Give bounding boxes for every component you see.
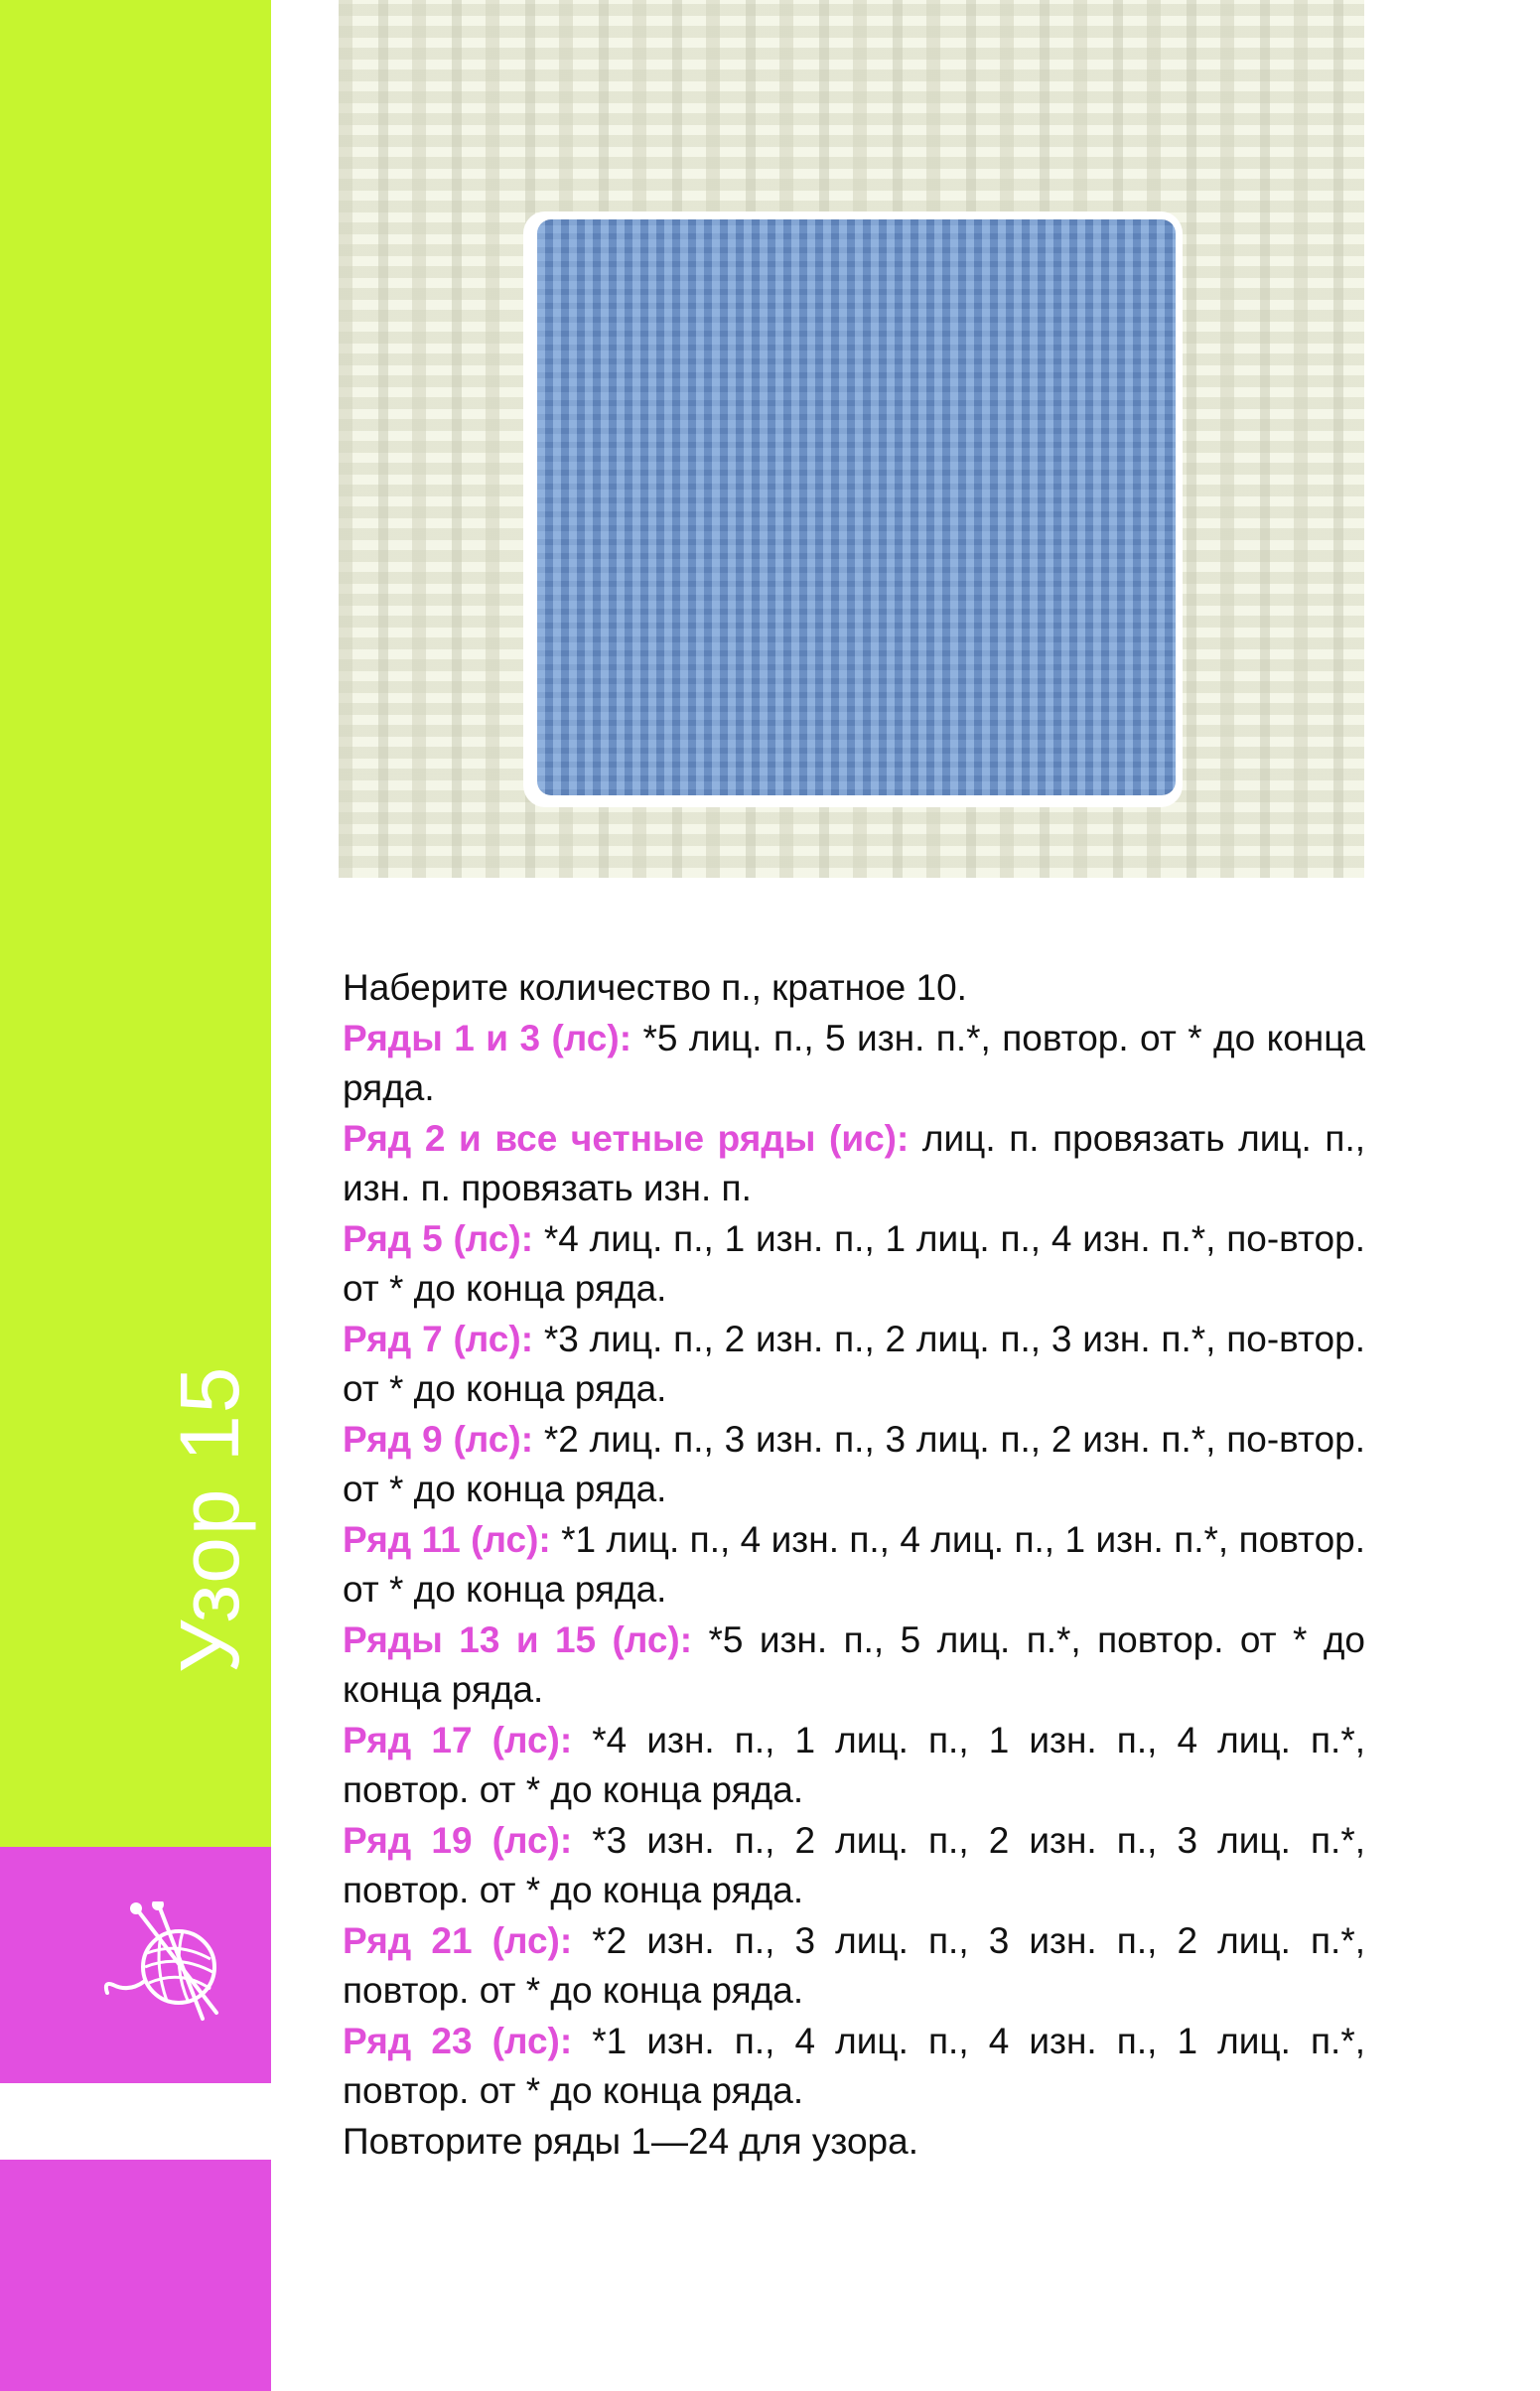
sidebar xyxy=(0,0,271,2391)
instruction-row xyxy=(343,1716,1365,1816)
row-text: *2 изн. п., 3 лиц. п., 3 изн. п., 2 лиц. п.*, повтор. от * до конца ряда. xyxy=(343,1919,1365,2011)
row-label: Ряд 19 (лс): xyxy=(343,1819,573,1861)
row-text: *5 изн. п., 5 лиц. п.*, повтор. от * до конца ряда. xyxy=(343,1618,1365,1710)
instruction-row xyxy=(343,1014,1365,1114)
blue-swatch-inset xyxy=(537,219,1176,795)
instruction-row xyxy=(343,1916,1365,2017)
row-label: Ряд 23 (лс): xyxy=(343,2020,573,2061)
row-label: Ряды 13 и 15 (лс): xyxy=(343,1618,693,1660)
row-label: Ряды 1 и 3 (лс): xyxy=(343,1017,632,1058)
row-label: Ряд 11 (лс): xyxy=(343,1518,551,1560)
pattern-instructions xyxy=(343,963,1365,2167)
row-text: *5 лиц. п., 5 изн. п.*, повтор. от * до конца ряда. xyxy=(343,1017,1365,1108)
row-label: Ряд 21 (лс): xyxy=(343,1919,573,1961)
sidebar-page-number-strip xyxy=(0,2083,271,2160)
yarn-ball-knitting-needles-icon xyxy=(99,1901,238,2026)
instruction-intro: Наберите количество п., кратное 10. xyxy=(343,967,967,1008)
row-label: Ряд 9 (лс): xyxy=(343,1418,534,1460)
row-text: лиц. п. провязать лиц. п., изн. п. провязать изн. п. xyxy=(343,1117,1365,1208)
instruction-row xyxy=(343,1114,1365,1214)
instruction-row xyxy=(343,1415,1365,1515)
row-text: *3 изн. п., 2 лиц. п., 2 изн. п., 3 лиц. п.*, повтор. от * до конца ряда. xyxy=(343,1819,1365,1910)
row-label: Ряд 7 (лс): xyxy=(343,1318,534,1359)
pattern-title: Узор 15 xyxy=(163,1364,256,1673)
row-text: *1 лиц. п., 4 изн. п., 4 лиц. п., 1 изн. п.*, повтор. от * до конца ряда. xyxy=(343,1518,1366,1610)
instruction-row xyxy=(343,1816,1365,1916)
row-text: *3 лиц. п., 2 изн. п., 2 лиц. п., 3 изн. п.*, по-втор. от * до конца ряда. xyxy=(343,1318,1365,1409)
row-text: *1 изн. п., 4 лиц. п., 4 изн. п., 1 лиц. п.*, повтор. от * до конца ряда. xyxy=(343,2020,1365,2111)
sidebar-bottom-panel xyxy=(0,2160,271,2391)
instruction-row xyxy=(343,1616,1365,1716)
instruction-row xyxy=(343,1214,1365,1315)
row-label: Ряд 17 (лс): xyxy=(343,1719,573,1760)
instruction-row xyxy=(343,2017,1365,2117)
row-text: *4 изн. п., 1 лиц. п., 1 изн. п., 4 лиц. п.*, повтор. от * до конца ряда. xyxy=(343,1719,1365,1810)
row-text: *2 лиц. п., 3 изн. п., 3 лиц. п., 2 изн. п.*, по-втор. от * до конца ряда. xyxy=(343,1418,1365,1509)
row-label: Ряд 2 и все четные ряды (ис): xyxy=(343,1117,910,1159)
row-label: Ряд 5 (лс): xyxy=(343,1217,534,1259)
instruction-row xyxy=(343,1515,1365,1616)
instruction-row xyxy=(343,1315,1365,1415)
row-text: *4 лиц. п., 1 изн. п., 1 лиц. п., 4 изн. п.*, по-втор. от * до конца ряда. xyxy=(343,1217,1365,1309)
instruction-rows xyxy=(343,1014,1365,2117)
instruction-outro: Повторите ряды 1—24 для узора. xyxy=(343,2120,918,2162)
page-number: 36 xyxy=(147,2103,181,2136)
